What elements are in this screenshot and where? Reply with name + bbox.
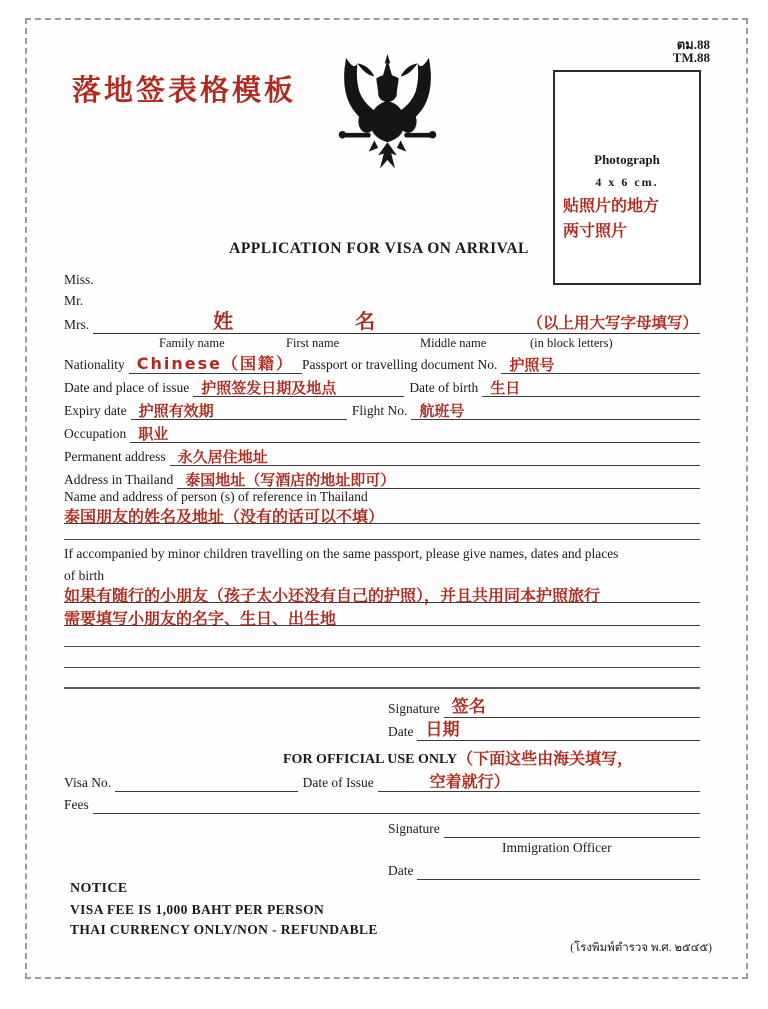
passport-line: [562, 371, 700, 374]
template-title: 落地签表格模板: [72, 73, 297, 107]
children-note-line2: of birth: [64, 568, 105, 583]
permanent-address-row: [64, 444, 700, 466]
occupation-label: Occupation: [64, 426, 127, 442]
section-divider: [64, 539, 700, 540]
blank-line-2: [64, 667, 700, 668]
name-line: [93, 308, 700, 334]
children-note-line1: If accompanied by minor children travelling on the same passport, please give names, dates and places: [64, 546, 619, 561]
issue-annotation: 护照签发日期及地点: [193, 380, 344, 398]
issue-label: Date and place of issue: [64, 380, 190, 396]
family-name-annotation: 姓: [213, 309, 234, 333]
first-name-annotation: 名: [355, 309, 376, 333]
first-name-label: First name: [286, 336, 340, 350]
block-letters-label: (in block letters): [530, 336, 613, 350]
middle-name-label: Middle name: [420, 336, 487, 350]
form-code-latin: TM.88: [672, 50, 710, 65]
issue-row: [64, 375, 700, 397]
name-row: [64, 306, 700, 334]
flight-line: [472, 417, 700, 420]
thailand-address-line: [403, 486, 700, 489]
date-of-issue-line-b: [518, 789, 700, 792]
nationality-label: Nationality: [64, 357, 125, 373]
date-of-issue-line-a: [378, 789, 422, 792]
official-use-title: FOR OFFICIAL USE ONLY: [283, 751, 458, 767]
permanent-address-label: Permanent address: [64, 449, 166, 465]
birth-annotation: 生日: [482, 380, 528, 398]
signature-row: [388, 694, 700, 718]
photo-size: 4 x 6 cm.: [595, 175, 659, 189]
signature-annotation: 签名: [444, 698, 494, 718]
official-use-annotation-2: 空着就行）: [422, 773, 518, 792]
print-note: (โรงพิมพ์ตำรวจ พ.ศ. ๒๕๔๕): [570, 942, 712, 954]
officer-date-row: [388, 860, 700, 880]
officer-signature-label: Signature: [388, 821, 440, 837]
officer-signature-line: [444, 835, 700, 838]
title-mrs: Mrs.: [64, 317, 90, 333]
thailand-address-row: [64, 467, 700, 489]
expiry-annotation: 护照有效期: [131, 403, 222, 421]
family-name-label: Family name: [159, 336, 225, 350]
occupation-annotation: 职业: [130, 426, 194, 444]
officer-signature-row: [388, 818, 700, 838]
officer-date-line: [417, 877, 700, 880]
children-annotation-row-2: [64, 610, 700, 632]
date-annotation: 日期: [417, 721, 467, 741]
fees-row: [64, 794, 700, 814]
nationality-row: [64, 352, 700, 374]
title-mr: Mr.: [64, 293, 84, 308]
expiry-label: Expiry date: [64, 403, 127, 419]
birth-line: [528, 394, 700, 397]
passport-label: Passport or travelling document No.: [302, 357, 498, 373]
thailand-address-label: Address in Thailand: [64, 472, 174, 488]
date-row: [388, 717, 700, 741]
occupation-row: [64, 421, 700, 443]
passport-annotation: 护照号: [501, 357, 562, 375]
form-heading: APPLICATION FOR VISA ON ARRIVAL: [229, 240, 529, 257]
reference-label: Name and address of person (s) of reference in Thailand: [64, 489, 368, 504]
issue-line: [344, 394, 404, 397]
title-miss: Miss.: [64, 272, 94, 287]
visa-no-label: Visa No.: [64, 775, 112, 791]
visa-no-line: [115, 789, 297, 792]
nationality-annotation: Chinese（国籍）: [129, 355, 302, 374]
official-use-row: [283, 746, 633, 768]
occupation-line: [194, 440, 700, 443]
blank-line-1: [64, 646, 700, 647]
name-sublabels: [64, 334, 700, 351]
birth-label: Date of birth: [409, 380, 479, 396]
photo-note-1: 贴照片的地方: [563, 196, 660, 215]
date-line: [467, 738, 700, 741]
reference-annotation: 泰国朋友的姓名及地址（没有的话可以不填）: [64, 507, 385, 526]
flight-label: Flight No.: [351, 403, 408, 419]
form-code-thai: ตม.88: [676, 37, 710, 52]
photo-note-2: 两寸照片: [563, 220, 628, 240]
date-of-issue-label: Date of Issue: [302, 775, 374, 791]
date-label: Date: [388, 724, 414, 740]
reference-annotation-row: [64, 508, 700, 530]
immigration-officer-label: Immigration Officer: [502, 840, 612, 855]
children-annotation-2: 需要填写小朋友的名字、生日、出生地: [64, 609, 337, 628]
children-annotation-1: 如果有随行的小朋友（孩子太小还没有自己的护照），并且共用同本护照旅行: [64, 586, 601, 605]
fees-label: Fees: [64, 797, 89, 813]
visa-no-row: [64, 770, 700, 792]
notice-line-1: VISA FEE IS 1,000 BAHT PER PERSON: [70, 902, 325, 917]
expiry-row: [64, 398, 700, 420]
block-letters-annotation: （以上用大写字母填写）: [527, 313, 698, 332]
expiry-line: [222, 417, 347, 420]
notice-line-2: THAI CURRENCY ONLY/NON - REFUNDABLE: [70, 922, 378, 937]
official-use-annotation: （下面这些由海关填写，: [457, 749, 634, 769]
photo-title: Photograph: [594, 152, 660, 167]
flight-annotation: 航班号: [411, 403, 472, 421]
blank-line-3: [64, 687, 700, 689]
permanent-address-annotation: 永久居住地址: [170, 449, 276, 467]
thailand-address-annotation: 泰国地址（写酒店的地址即可）: [177, 472, 403, 490]
children-annotation-row-1: [64, 587, 700, 609]
signature-label: Signature: [388, 701, 440, 717]
garuda-emblem: [330, 54, 445, 176]
officer-date-label: Date: [388, 863, 414, 879]
fees-line: [93, 811, 700, 814]
notice-title: NOTICE: [70, 881, 128, 896]
permanent-address-line: [276, 463, 700, 466]
